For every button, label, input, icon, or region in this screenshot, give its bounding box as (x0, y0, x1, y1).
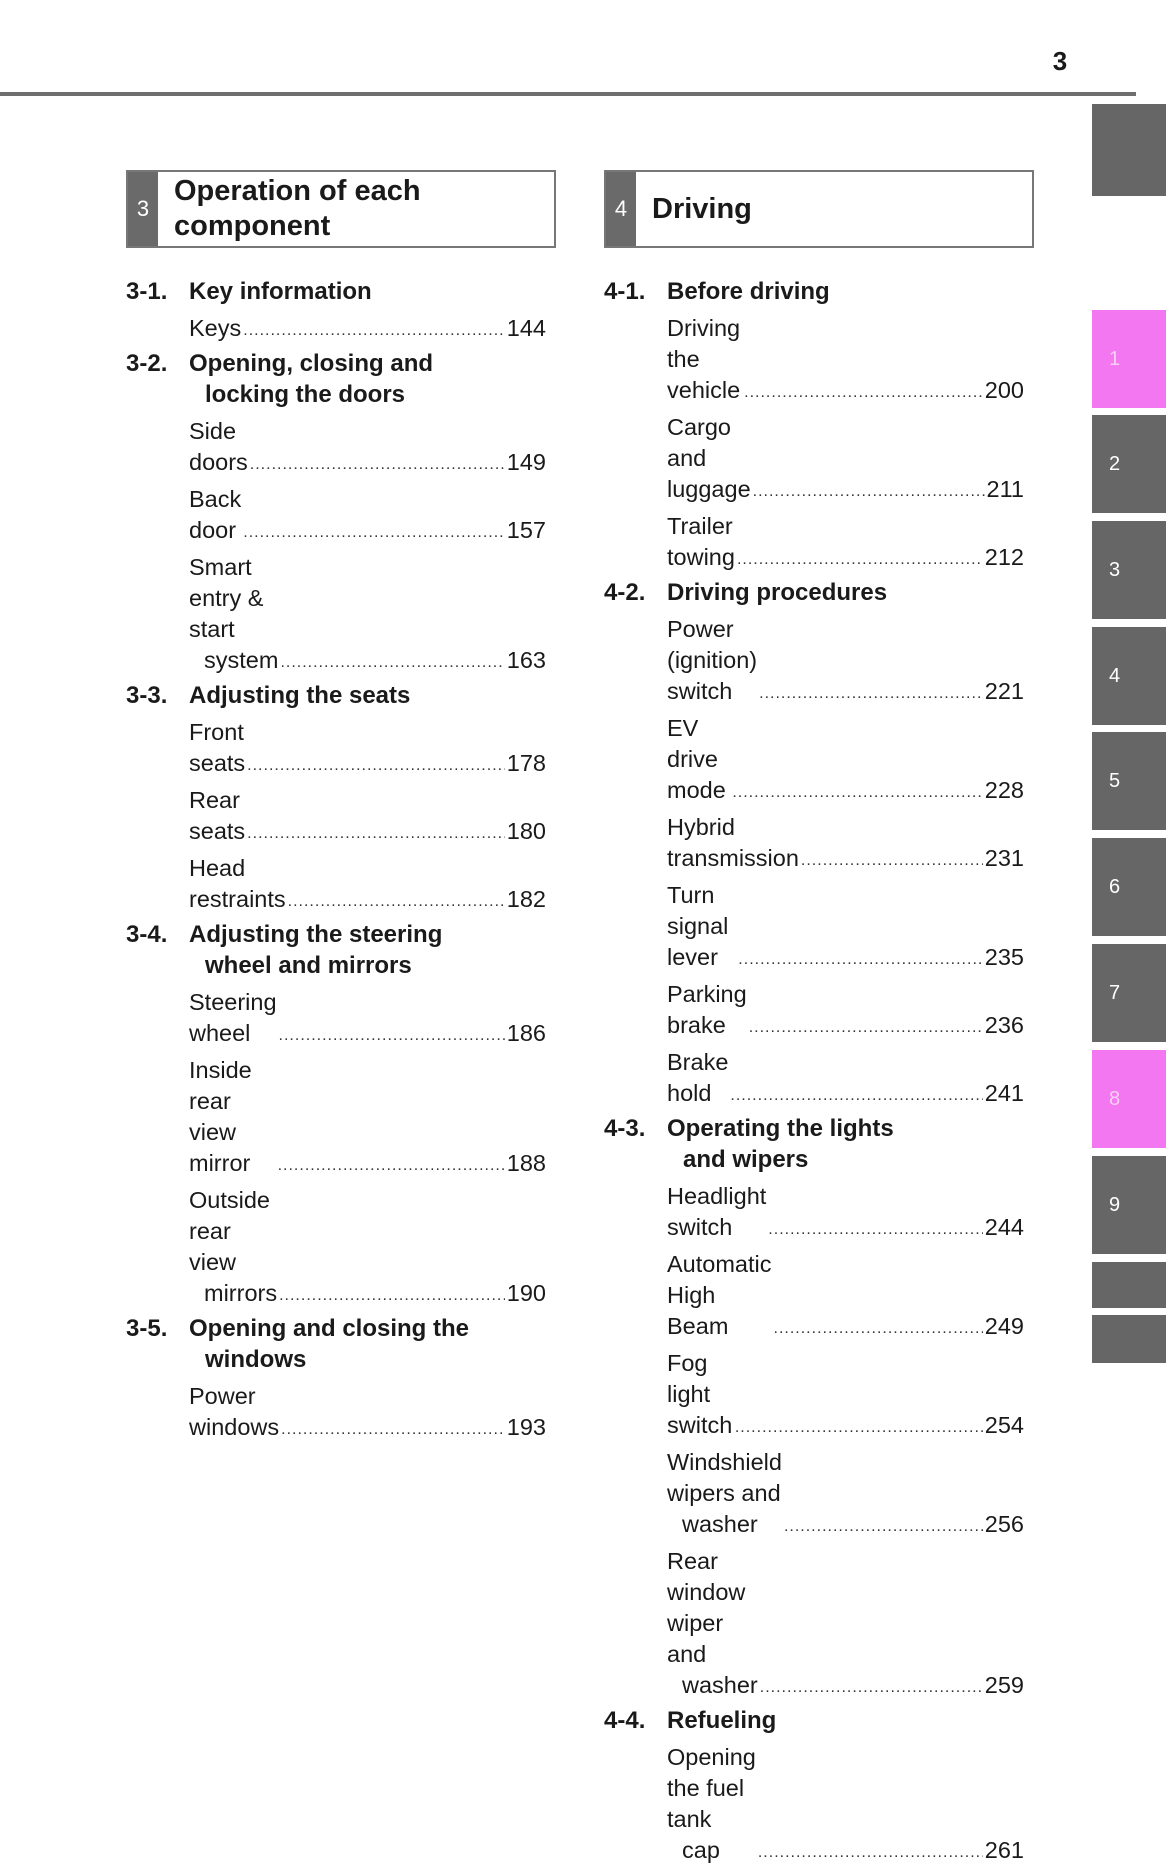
entry-title-line2: washer (682, 1511, 758, 1537)
entry-page-number: 236 (984, 1012, 1024, 1038)
thumb-tab-1[interactable]: 1 (1092, 310, 1166, 408)
toc-section (604, 577, 1024, 1109)
section-title (189, 276, 372, 307)
entry-page-number: 231 (984, 845, 1024, 871)
entry-page-number: 144 (506, 315, 546, 341)
toc-entry[interactable] (126, 987, 546, 1049)
chapter-title (636, 172, 752, 246)
toc-entry[interactable] (126, 1381, 546, 1443)
thumb-tab-8[interactable]: 8 (1092, 1050, 1166, 1148)
dot-leader (737, 547, 983, 573)
dot-leader (278, 1153, 505, 1179)
entry-page-number: 157 (506, 517, 546, 543)
chapter-title-line2: component (174, 210, 331, 242)
entry-title-line2: cap (682, 1837, 720, 1863)
section-title-line1: Before driving (667, 278, 830, 305)
dot-leader (753, 479, 985, 505)
toc-entry[interactable] (604, 313, 1024, 406)
thumb-tab-5[interactable]: 5 (1092, 732, 1166, 830)
entry-title: Fog light switch (667, 1350, 733, 1438)
section-heading[interactable] (604, 1705, 1024, 1736)
toc-entry[interactable] (604, 1249, 1024, 1342)
section-heading[interactable] (604, 577, 1024, 608)
chapter-number: 4 (606, 172, 636, 246)
toc-entry[interactable] (126, 552, 546, 676)
toc-entry[interactable] (126, 1185, 546, 1309)
toc-entry[interactable] (604, 1348, 1024, 1441)
entry-title: Keys (189, 315, 242, 341)
entry-title: Driving the vehicle (667, 315, 741, 403)
section-title-line1: Key information (189, 278, 372, 305)
toc-section (604, 1113, 1024, 1701)
section-heading[interactable] (126, 348, 546, 410)
toc-section (126, 1313, 546, 1443)
section-title (667, 276, 830, 307)
section-heading[interactable] (126, 1313, 546, 1375)
entry-page-number: 200 (984, 377, 1024, 403)
entry-title-line2: mirrors (204, 1280, 278, 1306)
dot-leader (288, 889, 505, 915)
entry-title: Headlight switch (667, 1183, 767, 1240)
section-number: 4-4. (604, 1707, 646, 1734)
toc-entry[interactable] (604, 511, 1024, 573)
thumb-tab-blank[interactable] (1092, 104, 1166, 196)
toc-section (126, 276, 546, 344)
entry-title: Trailer towing (667, 513, 735, 570)
section-title-line1: Operating the lights (667, 1115, 894, 1142)
section-title-line2: windows (205, 1346, 307, 1373)
entry-title-line1: Windshield wipers and (667, 1449, 782, 1506)
dot-leader (247, 753, 505, 779)
entry-title-line2: washer (682, 1672, 758, 1698)
entry-page-number: 163 (506, 647, 546, 673)
section-number: 3-5. (126, 1315, 168, 1342)
toc-entry[interactable] (126, 717, 546, 779)
toc-entry[interactable] (126, 313, 546, 344)
entry-title: Head restraints (189, 855, 286, 912)
toc-section (126, 680, 546, 915)
section-title (667, 1113, 894, 1175)
dot-leader (784, 1514, 983, 1540)
thumb-tab-2[interactable]: 2 (1092, 415, 1166, 513)
entry-page-number: 249 (984, 1313, 1024, 1339)
section-title-line1: Refueling (667, 1707, 777, 1734)
entry-title (189, 552, 278, 676)
thumb-tab-4[interactable]: 4 (1092, 627, 1166, 725)
dot-leader (758, 1840, 983, 1866)
toc-entry[interactable] (126, 484, 546, 546)
section-title-line2: wheel and mirrors (205, 952, 412, 979)
section-heading[interactable] (126, 680, 546, 711)
section-title (189, 1313, 469, 1375)
entry-title: Back door (189, 486, 242, 543)
section-number: 3-4. (126, 921, 168, 948)
section-title (667, 577, 887, 608)
entry-title (189, 1185, 277, 1309)
entry-title: Hybrid transmission (667, 814, 799, 871)
entry-page-number: 256 (984, 1511, 1024, 1537)
chapter-4-header (604, 170, 1034, 248)
section-title (667, 1705, 776, 1736)
entry-title (667, 1546, 758, 1701)
section-title-line1: Opening and closing the (189, 1315, 470, 1342)
dot-leader (250, 452, 505, 478)
dot-leader (744, 380, 983, 406)
entry-title: Power (ignition) switch (667, 616, 758, 704)
dot-leader (774, 1316, 983, 1342)
section-title-line1: Adjusting the seats (189, 682, 411, 709)
section-title-line1: Opening, closing and (189, 350, 434, 377)
toc-entry[interactable] (126, 1055, 546, 1179)
entry-page-number: 149 (506, 449, 546, 475)
toc-section (604, 276, 1024, 573)
section-title (189, 919, 442, 981)
toc-entry[interactable] (604, 412, 1024, 505)
dot-leader (738, 947, 982, 973)
entry-page-number: 186 (506, 1020, 546, 1046)
entry-title: Rear seats (189, 787, 246, 844)
toc-entry[interactable] (604, 812, 1024, 874)
toc-entry[interactable] (604, 979, 1024, 1041)
chapter-3-header (126, 170, 556, 248)
entry-page-number: 211 (986, 476, 1024, 502)
section-heading[interactable] (604, 276, 1024, 307)
toc-column-chapter-3 (126, 276, 546, 1447)
chapter-title-line1: Driving (652, 192, 752, 225)
section-title-line2: and wipers (683, 1146, 809, 1173)
dot-leader (768, 1217, 982, 1243)
toc-section (126, 348, 546, 676)
entry-title: Brake hold (667, 1049, 729, 1106)
entry-title-line2: system (204, 647, 279, 673)
toc-entry[interactable] (604, 1546, 1024, 1701)
page-number: 3 (1052, 46, 1068, 76)
section-heading[interactable] (604, 1113, 1024, 1175)
toc-entry[interactable] (126, 785, 546, 847)
dot-leader (280, 650, 504, 676)
entry-title: Turn signal lever (667, 882, 729, 970)
section-number: 4-2. (604, 579, 646, 606)
header-rule (0, 92, 1136, 96)
entry-title (667, 1742, 756, 1866)
toc-section (604, 1705, 1024, 1866)
entry-title: Front seats (189, 719, 246, 776)
entry-title: Power windows (189, 1383, 280, 1440)
toc-entry[interactable] (604, 880, 1024, 973)
entry-title: Side doors (189, 418, 248, 475)
entry-page-number: 190 (506, 1280, 546, 1306)
entry-page-number: 228 (984, 777, 1024, 803)
toc-entry[interactable] (126, 853, 546, 915)
thumb-tab-7[interactable]: 7 (1092, 944, 1166, 1042)
dot-leader (732, 780, 982, 806)
section-title-line1: Driving procedures (667, 579, 888, 606)
entry-title: EV drive mode (667, 715, 726, 803)
entry-title-line1: Smart entry & start (189, 554, 264, 642)
entry-page-number: 254 (984, 1412, 1024, 1438)
entry-page-number: 244 (984, 1214, 1024, 1240)
toc-entry[interactable] (604, 614, 1024, 707)
entry-title-line1: Rear window wiper and (667, 1548, 746, 1667)
dot-leader (279, 1023, 505, 1049)
dot-leader (760, 1675, 983, 1701)
dot-leader (279, 1283, 505, 1309)
toc-entry[interactable] (604, 1181, 1024, 1243)
toc-column-chapter-4 (604, 276, 1024, 1870)
section-number: 3-2. (126, 350, 168, 377)
entry-title: Steering wheel (189, 989, 277, 1046)
toc-entry[interactable] (604, 713, 1024, 806)
dot-leader (801, 848, 983, 874)
section-number: 3-1. (126, 278, 168, 305)
thumb-tab-3[interactable]: 3 (1092, 521, 1166, 619)
entry-page-number: 188 (506, 1150, 546, 1176)
entry-title (667, 1447, 782, 1540)
entry-page-number: 178 (506, 750, 546, 776)
entry-title: Inside rear view mirror (189, 1057, 252, 1176)
entry-page-number: 212 (984, 544, 1024, 570)
chapter-title-line1: Operation of each (174, 175, 421, 207)
entry-page-number: 182 (506, 886, 546, 912)
section-number: 4-1. (604, 278, 646, 305)
section-heading[interactable] (126, 919, 546, 981)
entry-title-line1: Outside rear view (189, 1187, 270, 1275)
entry-page-number: 259 (984, 1672, 1024, 1698)
thumb-tab-6[interactable]: 6 (1092, 838, 1166, 936)
entry-title-line1: Opening the fuel tank (667, 1744, 756, 1832)
toc-entry[interactable] (604, 1447, 1024, 1540)
toc-entry[interactable] (126, 416, 546, 478)
dot-leader (735, 1415, 983, 1441)
section-title-line1: Adjusting the steering (189, 921, 443, 948)
chapter-number: 3 (128, 172, 158, 246)
entry-page-number: 221 (984, 678, 1024, 704)
section-heading[interactable] (126, 276, 546, 307)
entry-page-number: 235 (984, 944, 1024, 970)
entry-page-number: 241 (984, 1080, 1024, 1106)
toc-section (126, 919, 546, 1309)
thumb-tab-9[interactable]: 9 (1092, 1156, 1166, 1254)
dot-leader (243, 520, 505, 546)
thumb-tab-blank[interactable] (1092, 1262, 1166, 1308)
entry-page-number: 180 (506, 818, 546, 844)
entry-page-number: 261 (984, 1837, 1024, 1863)
dot-leader (730, 1083, 982, 1109)
dot-leader (247, 821, 505, 847)
toc-entry[interactable] (604, 1742, 1024, 1866)
chapter-title (158, 172, 421, 246)
thumb-tab-blank[interactable] (1092, 1315, 1166, 1363)
section-title (189, 348, 433, 410)
dot-leader (759, 681, 983, 707)
dot-leader (749, 1015, 983, 1041)
entry-title: Automatic High Beam (667, 1251, 772, 1339)
dot-leader (281, 1417, 505, 1443)
entry-page-number: 193 (506, 1414, 546, 1440)
entry-title: Cargo and luggage (667, 414, 751, 502)
toc-entry[interactable] (604, 1047, 1024, 1109)
section-title-line2: locking the doors (205, 381, 406, 408)
section-number: 3-3. (126, 682, 168, 709)
section-number: 4-3. (604, 1115, 646, 1142)
section-title (189, 680, 410, 711)
dot-leader (243, 318, 505, 344)
entry-title: Parking brake (667, 981, 747, 1038)
